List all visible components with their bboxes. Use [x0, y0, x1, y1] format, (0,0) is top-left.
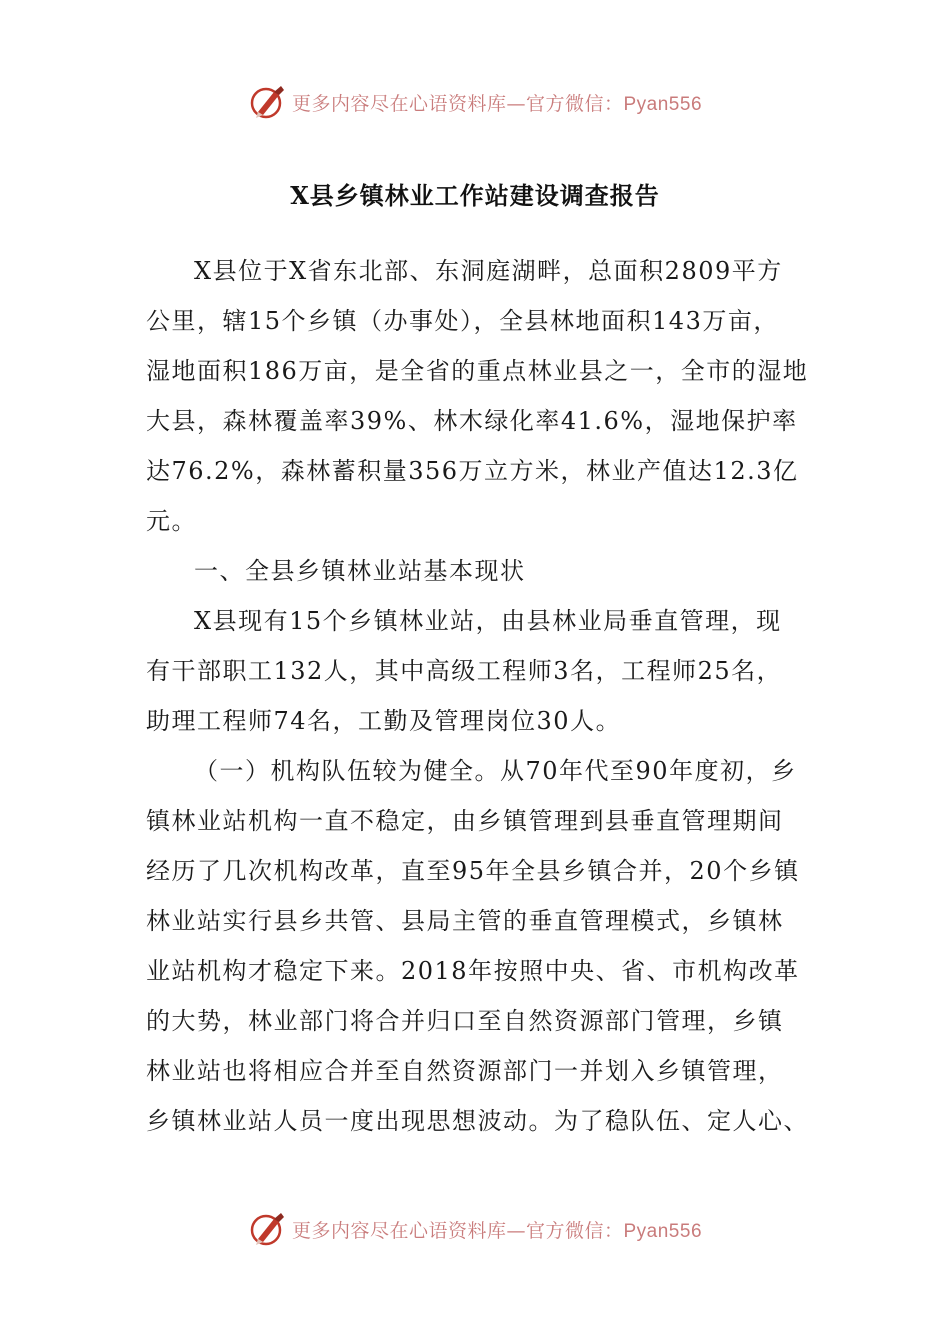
paragraph-line: 湿地面积186万亩，是全省的重点林业县之一，全市的湿地 — [146, 357, 809, 385]
banner-label: 更多内容尽在心语资料库—官方微信： — [291, 92, 624, 115]
paragraph-line: X县现有15个乡镇林业站，由县林业局垂直管理，现 — [194, 607, 782, 635]
pen-seal-icon — [248, 1209, 288, 1249]
paragraph-line: 经历了几次机构改革，直至95年全县乡镇合并，20个乡镇 — [146, 857, 800, 885]
document-body — [146, 246, 808, 1146]
paragraph-line: 达76.2%，森林蓄积量356万立方米，林业产值达12.3亿 — [146, 457, 799, 485]
banner-text — [292, 1216, 702, 1243]
paragraph-line: 林业站也将相应合并至自然资源部门一并划入乡镇管理， — [146, 1057, 784, 1085]
wechat-id: Pyan556 — [623, 1220, 703, 1242]
paragraph-line: 乡镇林业站人员一度出现思想波动。为了稳队伍、定人心、 — [146, 1107, 809, 1135]
banner-label: 更多内容尽在心语资料库—官方微信： — [291, 1219, 624, 1242]
header-banner — [0, 80, 950, 124]
page-title: X县乡镇林业工作站建设调查报告 — [290, 181, 660, 210]
paragraph-line: 助理工程师74名，工勤及管理岗位30人。 — [146, 707, 622, 735]
pen-seal-icon — [248, 82, 288, 122]
wechat-id: Pyan556 — [623, 93, 703, 115]
paragraph-line: 业站机构才稳定下来。2018年按照中央、省、市机构改革 — [146, 957, 800, 985]
paragraph-line: （一）机构队伍较为健全。从70年代至90年度初，乡 — [194, 757, 797, 785]
paragraph-line: 镇林业站机构一直不稳定，由乡镇管理到县垂直管理期间 — [146, 807, 784, 835]
paragraph-line: 元。 — [146, 507, 197, 535]
footer-banner — [0, 1207, 950, 1251]
paragraph-line: 林业站实行县乡共管、县局主管的垂直管理模式，乡镇林 — [146, 907, 784, 935]
paragraph-line: 大县，森林覆盖率39%、林木绿化率41.6%，湿地保护率 — [146, 407, 798, 435]
paragraph-line: 公里，辖15个乡镇（办事处），全县林地面积143万亩， — [146, 307, 779, 335]
paragraph-line: X县位于X省东北部、东洞庭湖畔，总面积2809平方 — [194, 257, 783, 285]
paragraph-line: 有干部职工132人，其中高级工程师3名，工程师25名， — [146, 657, 783, 685]
paragraph-line: 的大势，林业部门将合并归口至自然资源部门管理，乡镇 — [146, 1007, 784, 1035]
section-heading: 一、全县乡镇林业站基本现状 — [194, 557, 526, 585]
banner-text — [292, 89, 702, 116]
